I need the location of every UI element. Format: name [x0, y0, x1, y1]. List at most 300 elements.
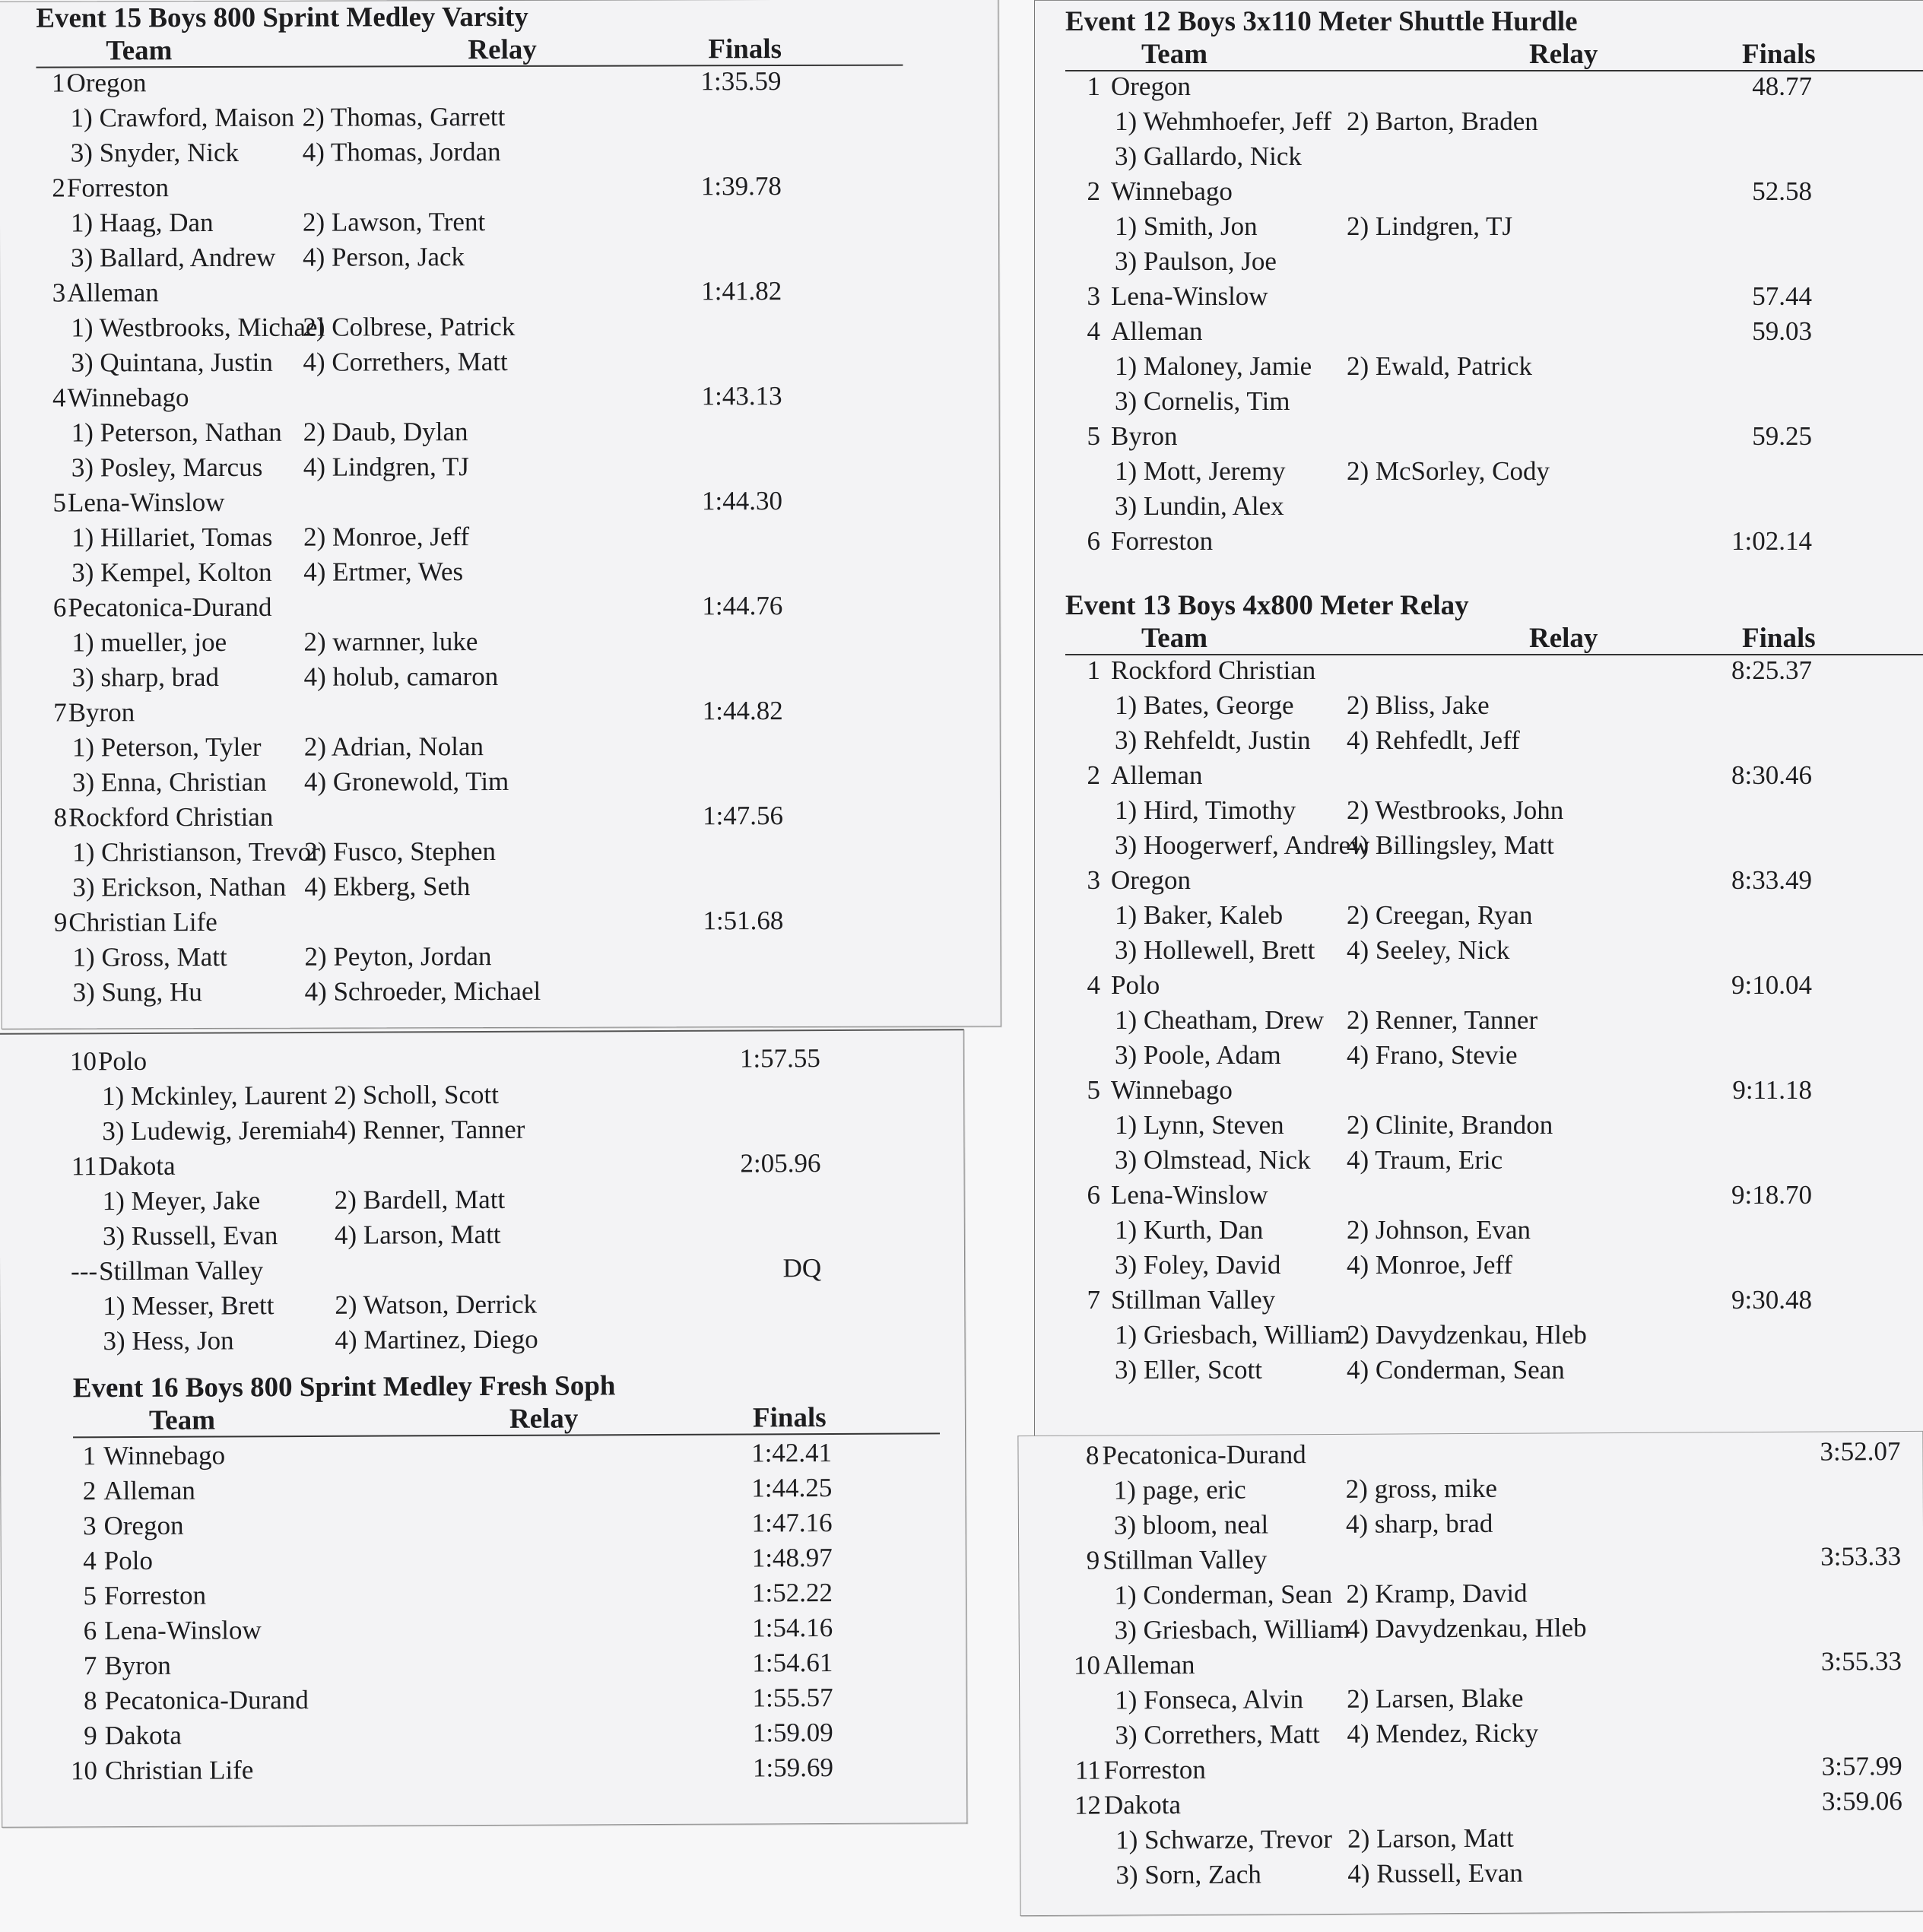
place-number: 6 [83, 1616, 97, 1646]
team-name: Oregon [1111, 71, 1191, 101]
relay-legs-row [68, 1217, 935, 1256]
team-name: Lena-Winslow [104, 1615, 262, 1646]
place-number: 4 [83, 1546, 97, 1576]
relay-runner: 4) Seeley, Nick [1347, 935, 1510, 965]
place-number: 9 [84, 1721, 97, 1751]
event13-results-continued [1064, 1436, 1910, 1896]
result-row [38, 906, 905, 943]
result-row [74, 1647, 941, 1686]
relay-runner: 2) Barton, Braden [1347, 106, 1538, 136]
relay-runner: 2) warnner, luke [303, 627, 478, 657]
header-relay: Relay [1529, 623, 1598, 654]
header-relay: Relay [509, 1403, 579, 1435]
place-number: 9 [1086, 1545, 1100, 1575]
result-row [38, 696, 905, 733]
result-row [74, 1612, 941, 1651]
relay-runner: 2) Clinite, Brandon [1347, 1110, 1553, 1140]
team-name: Alleman [67, 278, 159, 308]
result-row [75, 1717, 941, 1756]
relay-runner: 1) page, eric [1113, 1474, 1246, 1505]
relay-legs-row [1065, 246, 1923, 281]
relay-runner: 4) Schroeder, Michael [304, 976, 541, 1007]
place-number: 1 [1087, 655, 1100, 685]
relay-runner: 2) Scholl, Scott [334, 1079, 499, 1110]
header-finals: Finals [752, 1402, 827, 1434]
relay-runner: 2) Johnson, Evan [1347, 1215, 1531, 1245]
team-name: Oregon [66, 68, 147, 98]
relay-runner: 2) Kramp, David [1346, 1578, 1528, 1609]
results-sheet-event15 [0, 0, 1001, 1029]
relay-runner: 2) Lindgren, TJ [1347, 211, 1513, 241]
team-name: Stillman Valley [99, 1255, 264, 1286]
result-row [1065, 71, 1923, 106]
relay-runner: 3) Hoogerwerf, Andrew [1115, 830, 1370, 860]
finals-time: 1:44.30 [701, 486, 783, 516]
event12-header [1065, 38, 1923, 71]
result-row [68, 1252, 935, 1291]
finals-time: 3:53.33 [1820, 1541, 1902, 1572]
relay-runner: 3) Correthers, Matt [1115, 1719, 1320, 1750]
finals-time: 3:59.06 [1821, 1786, 1902, 1816]
result-row [36, 276, 903, 313]
finals-time: 1:54.61 [752, 1647, 833, 1678]
header-team: Team [106, 35, 173, 67]
place-number: 10 [70, 1756, 98, 1786]
place-number: 1 [1087, 71, 1100, 101]
finals-time: 1:42.41 [751, 1437, 833, 1468]
relay-runner: 3) Eller, Scott [1115, 1355, 1262, 1385]
team-name: Dakota [98, 1150, 176, 1182]
place-number: 10 [1073, 1650, 1101, 1680]
place-number: 5 [1087, 1075, 1100, 1105]
relay-legs-row [37, 521, 904, 558]
result-row [1065, 760, 1923, 795]
team-name: Byron [104, 1650, 171, 1681]
header-finals: Finals [1742, 623, 1816, 654]
relay-runner: 1) Maloney, Jamie [1115, 351, 1312, 381]
finals-time: 1:59.09 [752, 1717, 833, 1748]
relay-runner: 4) Renner, Tanner [334, 1114, 525, 1145]
relay-runner: 1) Meyer, Jake [102, 1185, 261, 1217]
place-number: 9 [53, 907, 68, 937]
team-name: Byron [68, 697, 135, 728]
relay-runner: 2) Davydzenkau, Hleb [1347, 1320, 1587, 1350]
result-row [1066, 1786, 1910, 1826]
relay-legs-row [1065, 1250, 1923, 1285]
team-name: Stillman Valley [1103, 1544, 1268, 1575]
header-team: Team [1141, 39, 1208, 70]
place-number: 7 [1087, 1285, 1100, 1315]
event13-header [1065, 622, 1923, 655]
relay-runner: 2) Bardell, Matt [334, 1184, 506, 1215]
relay-runner: 2) Monroe, Jeff [303, 522, 470, 552]
result-row [37, 381, 904, 418]
relay-runner: 2) Watson, Derrick [335, 1289, 538, 1320]
team-name: Pecatonica-Durand [1102, 1439, 1306, 1470]
place-number: 4 [1087, 316, 1100, 346]
relay-runner: 3) Erickson, Nathan [72, 871, 287, 903]
relay-runner: 1) Fonseca, Alvin [1115, 1684, 1304, 1715]
relay-legs-row [39, 976, 906, 1013]
result-row [1065, 281, 1923, 316]
relay-runner: 2) Renner, Tanner [1347, 1005, 1538, 1035]
relay-legs-row [1066, 1856, 1910, 1896]
place-number: 4 [1087, 970, 1100, 1000]
result-row [1065, 1075, 1923, 1110]
finals-time: DQ [782, 1253, 822, 1283]
relay-runner: 1) Lynn, Steven [1115, 1110, 1284, 1140]
relay-legs-row [1065, 1215, 1923, 1250]
team-name: Dakota [104, 1720, 182, 1751]
result-row [74, 1682, 941, 1721]
relay-runner: 3) Gallardo, Nick [1115, 141, 1302, 171]
relay-runner: 4) Frano, Stevie [1347, 1040, 1518, 1070]
relay-runner: 3) bloom, neal [1113, 1509, 1269, 1540]
place-number: 10 [69, 1046, 97, 1077]
relay-runner: 2) Fusco, Stephen [304, 836, 497, 867]
result-row [73, 1437, 940, 1476]
place-number: 12 [1074, 1790, 1102, 1820]
finals-time: 2:05.96 [740, 1148, 821, 1179]
relay-runner: 1) Gross, Matt [72, 941, 227, 972]
event15-title: Event 15 Boys 800 Sprint Medley Varsity [36, 1, 528, 34]
result-row [1065, 526, 1923, 561]
place-number: 8 [53, 802, 68, 833]
relay-legs-row [68, 1112, 935, 1151]
relay-runner: 4) Larson, Matt [334, 1219, 501, 1250]
place-number: 2 [1087, 760, 1100, 790]
relay-runner: 4) Correthers, Matt [303, 346, 508, 377]
result-row [1065, 1541, 1909, 1581]
result-row [74, 1542, 941, 1581]
finals-time: 1:41.82 [701, 276, 782, 306]
team-name: Winnebago [1111, 176, 1233, 206]
relay-runner: 1) Crawford, Maison [70, 102, 295, 133]
team-name: Polo [97, 1045, 148, 1077]
result-row [1065, 1285, 1923, 1320]
relay-runner: 1) Mckinley, Laurent [102, 1080, 328, 1112]
header-relay: Relay [468, 33, 537, 66]
team-name: Winnebago [1111, 1075, 1233, 1105]
event16-block [70, 1368, 941, 1791]
team-name: Christian Life [68, 906, 217, 937]
relay-legs-row [37, 556, 904, 593]
finals-time: 1:44.82 [702, 696, 783, 726]
relay-runner: 1) Hillariet, Tomas [71, 522, 273, 553]
relay-runner: 4) Billingsley, Matt [1347, 830, 1554, 860]
relay-legs-row [1065, 1716, 1909, 1756]
relay-legs-row [1065, 1611, 1909, 1651]
result-row [1064, 1436, 1908, 1476]
relay-runner: 4) sharp, brad [1345, 1508, 1493, 1539]
team-name: Rockford Christian [1111, 655, 1316, 685]
finals-time: 59.25 [1752, 421, 1812, 451]
finals-time: 52.58 [1752, 176, 1812, 206]
relay-runner: 3) Griesbach, William [1114, 1613, 1350, 1645]
relay-runner: 2) gross, mike [1345, 1473, 1498, 1504]
relay-legs-row [1065, 141, 1923, 176]
relay-legs-row [1065, 1355, 1923, 1390]
place-number: 5 [1087, 421, 1100, 451]
result-row [70, 1752, 941, 1791]
relay-runner: 4) Conderman, Sean [1347, 1355, 1565, 1385]
result-row [73, 1472, 940, 1511]
place-number: 11 [71, 1151, 97, 1182]
team-name: Polo [103, 1545, 154, 1576]
finals-time: 1:02.14 [1731, 526, 1812, 556]
relay-runner: 3) Kempel, Kolton [71, 557, 272, 588]
relay-legs-row [1065, 1320, 1923, 1355]
relay-runner: 3) Olmstead, Nick [1115, 1145, 1311, 1175]
relay-runner: 3) Ballard, Andrew [71, 242, 276, 273]
results-sheet-event13-continued [1017, 1431, 1923, 1916]
relay-runner: 4) Davydzenkau, Hleb [1346, 1613, 1587, 1644]
relay-legs-row [1066, 1821, 1910, 1861]
team-name: Winnebago [67, 382, 189, 413]
relay-runner: 3) Foley, David [1115, 1250, 1281, 1280]
team-name: Stillman Valley [1111, 1285, 1276, 1315]
relay-legs-row [1065, 1005, 1923, 1040]
result-row [68, 1042, 935, 1081]
relay-runner: 3) Quintana, Justin [71, 347, 273, 378]
event15-block [36, 0, 905, 1013]
relay-runner: 2) Thomas, Garrett [302, 101, 506, 132]
relay-runner: 3) Hollewell, Brett [1115, 935, 1315, 965]
place-number: 1 [51, 68, 65, 98]
relay-runner: 1) Peterson, Nathan [71, 417, 282, 448]
relay-runner: 3) Russell, Evan [102, 1220, 278, 1252]
relay-legs-row [1065, 1681, 1909, 1721]
finals-time: 1:47.16 [751, 1507, 833, 1538]
team-name: Pecatonica-Durand [68, 592, 272, 623]
result-row [74, 1577, 941, 1616]
relay-runner: 1) Smith, Jon [1115, 211, 1258, 241]
team-name: Lena-Winslow [1111, 281, 1268, 311]
team-name: Pecatonica-Durand [104, 1685, 309, 1716]
team-name: Rockford Christian [68, 801, 274, 833]
relay-runner: 4) Ekberg, Seth [304, 871, 471, 902]
team-name: Oregon [1111, 865, 1191, 895]
result-row [37, 591, 904, 628]
place-number: 6 [1087, 1180, 1100, 1210]
relay-runner: 1) Baker, Kaleb [1115, 900, 1284, 930]
relay-legs-row [1065, 491, 1923, 526]
result-row [38, 801, 905, 838]
relay-runner: 3) Posley, Marcus [71, 452, 263, 483]
header-team: Team [1141, 623, 1208, 654]
relay-runner: 4) Martinez, Diego [335, 1324, 538, 1355]
event15-header [36, 33, 903, 68]
relay-legs-row [1065, 795, 1923, 830]
relay-legs-row [68, 1322, 935, 1361]
result-row [1065, 1180, 1923, 1215]
relay-runner: 4) Russell, Evan [1347, 1857, 1523, 1889]
relay-legs-row [38, 766, 905, 803]
relay-legs-row [37, 451, 904, 488]
relay-legs-row [1065, 351, 1923, 386]
finals-time: 1:48.97 [751, 1542, 833, 1573]
relay-runner: 4) Rehfedlt, Jeff [1347, 725, 1520, 755]
finals-time: 1:52.22 [751, 1577, 833, 1608]
place-number: 8 [83, 1686, 97, 1716]
relay-runner: 2) Peyton, Jordan [304, 941, 492, 972]
header-relay: Relay [1529, 39, 1598, 70]
relay-runner: 1) Kurth, Dan [1115, 1215, 1264, 1245]
relay-runner: 1) Bates, George [1115, 690, 1294, 720]
relay-legs-row [1065, 935, 1923, 970]
relay-runner: 2) Adrian, Nolan [303, 731, 484, 762]
place-number: 3 [52, 278, 66, 308]
team-name: Alleman [1103, 1649, 1195, 1680]
place-number: 3 [1087, 281, 1100, 311]
relay-legs-row [1065, 1110, 1923, 1145]
relay-legs-row [1065, 690, 1923, 725]
team-name: Alleman [103, 1475, 195, 1506]
relay-runner: 2) Larson, Matt [1347, 1823, 1514, 1854]
place-number: 2 [52, 173, 65, 203]
relay-runner: 1) Griesbach, William [1115, 1320, 1350, 1350]
relay-legs-row [36, 311, 903, 348]
relay-legs-row [1065, 1145, 1923, 1180]
event16-title: Event 16 Boys 800 Sprint Medley Fresh Soph [72, 1370, 616, 1404]
team-name: Polo [1111, 970, 1160, 1000]
finals-time: 1:47.56 [703, 801, 784, 831]
place-number: 5 [83, 1581, 97, 1611]
relay-runner: 4) Gronewold, Tim [303, 766, 509, 797]
finals-time: 57.44 [1752, 281, 1812, 311]
result-row [36, 66, 903, 103]
result-row [1065, 655, 1923, 690]
results-sheet-event16 [0, 1029, 967, 1828]
finals-time: 1:44.25 [751, 1472, 833, 1503]
relay-legs-row [68, 1182, 935, 1221]
relay-legs-row [37, 626, 904, 663]
relay-runner: 1) Mott, Jeremy [1115, 456, 1286, 486]
team-name: Lena-Winslow [67, 487, 225, 518]
team-name: Forreston [66, 173, 170, 203]
place-number: 2 [1087, 176, 1100, 206]
relay-legs-row [1065, 386, 1923, 421]
result-row [1065, 1646, 1909, 1686]
relay-legs-row [38, 661, 905, 698]
relay-legs-row [36, 101, 903, 138]
finals-time: 3:57.99 [1821, 1751, 1902, 1781]
relay-runner: 2) Larsen, Blake [1347, 1683, 1524, 1714]
event16-header [73, 1401, 940, 1438]
event15-results [36, 66, 905, 1013]
relay-legs-row [1065, 1576, 1909, 1616]
result-row [1065, 865, 1923, 900]
finals-time: 1:59.69 [752, 1752, 834, 1783]
relay-runner: 2) Westbrooks, John [1347, 795, 1564, 825]
place-number: 3 [1087, 865, 1100, 895]
relay-runner: 1) Conderman, Sean [1114, 1578, 1333, 1610]
header-finals: Finals [708, 33, 782, 65]
place-number: 7 [83, 1651, 97, 1681]
relay-runner: 3) Snyder, Nick [70, 137, 240, 168]
relay-legs-row [1065, 456, 1923, 491]
place-number: --- [71, 1256, 98, 1286]
relay-runner: 4) Ertmer, Wes [303, 557, 464, 587]
relay-runner: 2) Creegan, Ryan [1347, 900, 1533, 930]
relay-runner: 4) holub, camaron [303, 661, 499, 692]
relay-runner: 3) Hess, Jon [103, 1325, 234, 1356]
relay-legs-row [68, 1077, 935, 1116]
team-name: Dakota [1103, 1790, 1182, 1820]
result-row [36, 171, 903, 208]
relay-runner: 1) Peterson, Tyler [71, 731, 262, 763]
relay-runner: 1) Wehmhoefer, Jeff [1115, 106, 1332, 136]
relay-runner: 4) Mendez, Ricky [1347, 1718, 1539, 1749]
relay-legs-row [37, 416, 904, 453]
place-number: 6 [52, 592, 67, 623]
relay-legs-row [38, 836, 905, 873]
relay-runner: 3) Ludewig, Jeremiah [102, 1115, 335, 1147]
finals-time: 8:30.46 [1731, 760, 1812, 790]
result-row [1065, 970, 1923, 1005]
relay-legs-row [68, 1287, 935, 1326]
team-name: Forreston [1111, 526, 1214, 556]
relay-legs-row [36, 346, 903, 383]
finals-time: 8:25.37 [1731, 655, 1812, 685]
team-name: Lena-Winslow [1111, 1180, 1268, 1210]
team-name: Alleman [1111, 760, 1203, 790]
place-number: 8 [1085, 1440, 1100, 1470]
relay-legs-row [38, 731, 905, 768]
relay-runner: 3) Lundin, Alex [1115, 491, 1284, 521]
team-name: Byron [1111, 421, 1178, 451]
header-finals: Finals [1742, 39, 1816, 70]
event13-block [1065, 589, 1923, 1390]
team-name: Christian Life [104, 1755, 254, 1786]
finals-time: 1:51.68 [703, 906, 784, 936]
relay-legs-row [1065, 725, 1923, 760]
event12-results [1065, 71, 1923, 561]
relay-legs-row [38, 871, 905, 908]
relay-legs-row [1065, 900, 1923, 935]
relay-runner: 2) Colbrese, Patrick [303, 311, 516, 342]
finals-time: 1:57.55 [739, 1043, 820, 1074]
relay-runner: 1) Messer, Brett [103, 1290, 274, 1321]
relay-runner: 1) Westbrooks, Michael [71, 312, 325, 343]
relay-runner: 1) Cheatham, Drew [1115, 1005, 1325, 1035]
finals-time: 8:33.49 [1731, 865, 1812, 895]
place-number: 6 [1087, 526, 1100, 556]
relay-runner: 2) Ewald, Patrick [1347, 351, 1532, 381]
relay-runner: 1) mueller, joe [71, 627, 227, 658]
event13-title: Event 13 Boys 4x800 Meter Relay [1065, 590, 1469, 621]
relay-legs-row [38, 941, 905, 978]
relay-legs-row [1065, 1471, 1909, 1511]
finals-time: 3:52.07 [1820, 1436, 1901, 1467]
place-number: 1 [82, 1441, 97, 1471]
team-name: Forreston [103, 1580, 207, 1611]
result-row [1065, 421, 1923, 456]
relay-legs-row [1065, 830, 1923, 865]
relay-runner: 3) Enna, Christian [71, 766, 267, 798]
event13-continued [1064, 1436, 1910, 1896]
place-number: 5 [52, 487, 67, 518]
place-number: 11 [1074, 1755, 1101, 1785]
finals-time: 48.77 [1752, 71, 1812, 101]
event15-results-continued [68, 1042, 936, 1361]
finals-time: 1:39.78 [700, 171, 782, 201]
relay-runner: 4) Person, Jack [303, 242, 465, 272]
finals-time: 9:30.48 [1731, 1285, 1812, 1315]
finals-time: 3:55.33 [1820, 1646, 1902, 1677]
team-name: Alleman [1111, 316, 1203, 346]
relay-runner: 4) Thomas, Jordan [302, 136, 501, 167]
